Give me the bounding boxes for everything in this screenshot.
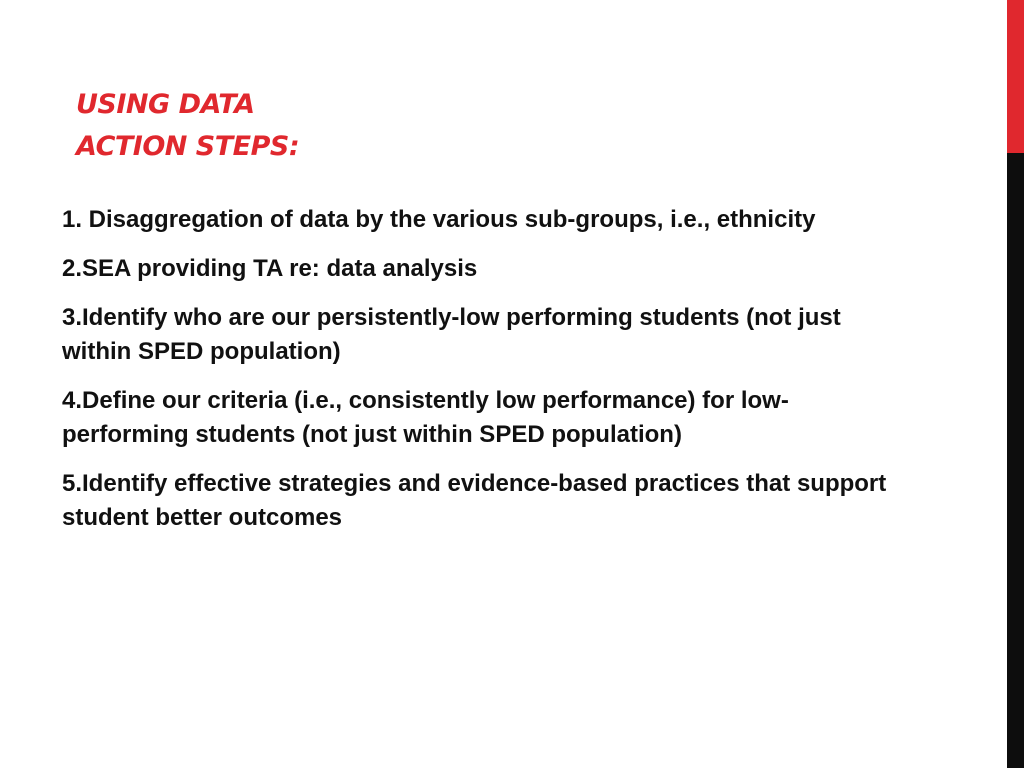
slide-title-line-2: ACTION STEPS: bbox=[76, 131, 300, 162]
action-step-4: 4.Define our criteria (i.e., consistently low performance) for low-performing students (not just within SPED population) bbox=[62, 387, 789, 448]
action-step-5: 5.Identify effective strategies and evidence-based practices that support student better outcomes bbox=[62, 470, 887, 531]
action-step-3: 3.Identify who are our persistently-low performing students (not just within SPED population) bbox=[62, 304, 841, 365]
side-accent-bar-dark bbox=[1007, 153, 1024, 768]
slide-title bbox=[76, 84, 299, 168]
action-step-2: 2.SEA providing TA re: data analysis bbox=[62, 255, 478, 282]
side-accent-bar-red bbox=[1007, 0, 1024, 153]
action-step-1: 1. Disaggregation of data by the various sub-groups, i.e., ethnicity bbox=[62, 206, 816, 233]
action-steps-list bbox=[62, 203, 892, 550]
slide-title-line-1: USING DATA bbox=[76, 89, 255, 120]
side-accent-bar bbox=[1007, 0, 1024, 768]
